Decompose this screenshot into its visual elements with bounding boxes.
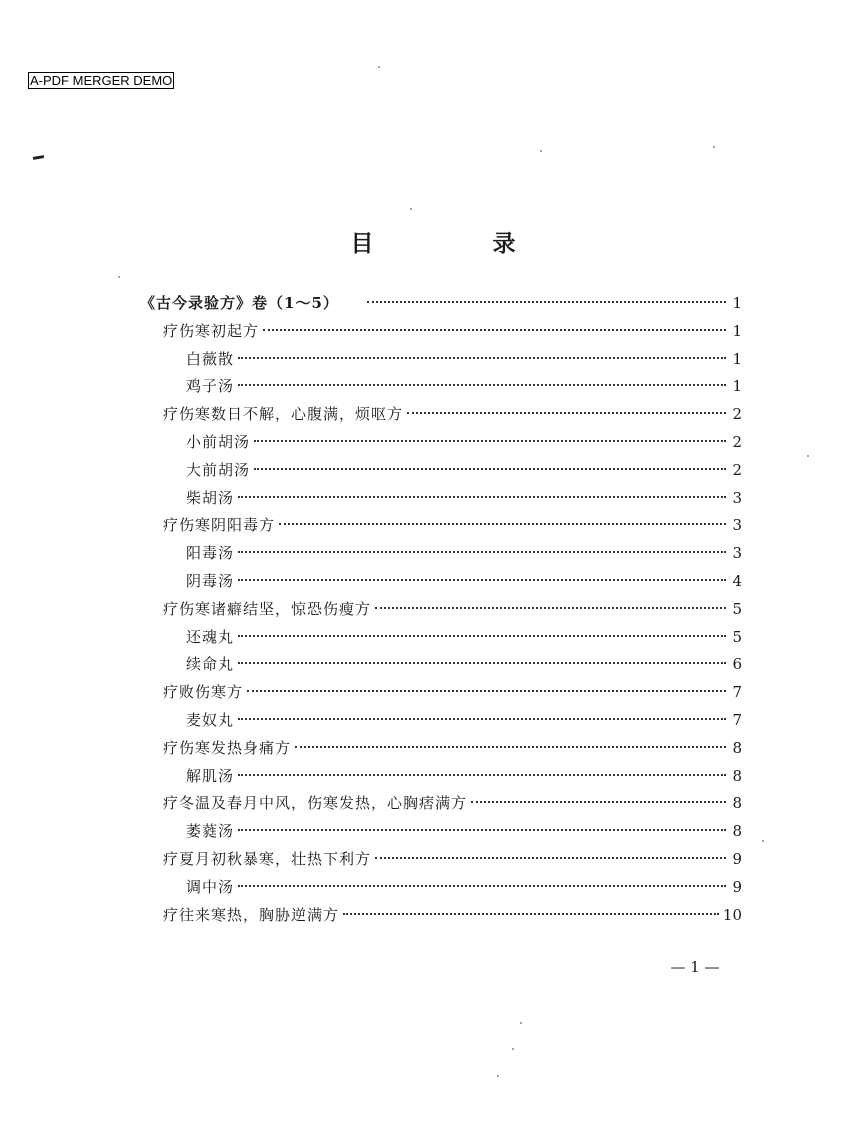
toc-entry <box>163 845 742 873</box>
toc-entry-page: 8 <box>732 822 742 841</box>
toc-entry-title: 疗冬温及春月中风，伤寒发热，心胸痞满方 <box>163 794 468 813</box>
toc-entry <box>186 567 742 595</box>
toc-leader-dots <box>238 551 726 553</box>
toc-entry-page: 9 <box>732 877 742 896</box>
page-title: 目 录 <box>350 231 564 257</box>
scan-speck <box>512 1048 514 1050</box>
toc-leader-dots <box>238 635 726 637</box>
toc-entry <box>163 317 742 345</box>
toc-entry-title: 疗伤寒初起方 <box>163 321 260 340</box>
toc-entry-title: 疗往来寒热，胸胁逆满方 <box>163 905 340 924</box>
toc-entry <box>186 873 742 901</box>
toc-entry-title: 疗伤寒阴阳毒方 <box>163 516 276 535</box>
toc-entry-page: 1 <box>732 349 742 368</box>
toc-leader-dots <box>407 412 726 414</box>
toc-entry-title: 疗伤寒发热身痛方 <box>163 738 292 757</box>
toc-leader-dots <box>238 384 726 386</box>
toc-entry-page: 8 <box>732 738 742 757</box>
toc-entry-page: 10 <box>722 905 742 924</box>
toc-entry <box>163 901 742 929</box>
toc-leader-dots <box>375 607 726 609</box>
toc-entry-title: 还魂丸 <box>186 627 235 646</box>
scan-speck <box>497 1075 499 1077</box>
toc-entry-title: 鸡子汤 <box>186 377 235 396</box>
toc-leader-dots <box>238 774 726 776</box>
toc-entry-page: 5 <box>732 599 742 618</box>
toc-leader-dots <box>238 357 726 359</box>
toc-leader-dots <box>238 496 726 498</box>
toc-leader-dots <box>238 662 726 664</box>
toc-entry-page: 1 <box>732 321 742 340</box>
toc-entry-title: 萎蕤汤 <box>186 822 235 841</box>
toc-leader-dots <box>367 301 726 303</box>
toc-entry-title: 《古今录验方》卷（1～5） <box>140 294 339 312</box>
scan-speck <box>410 208 412 210</box>
toc-entry <box>186 650 742 678</box>
toc-leader-dots <box>238 579 726 581</box>
toc-entry-page: 8 <box>732 766 742 785</box>
scan-speck <box>520 1022 522 1024</box>
toc-entry-title: 阳毒汤 <box>186 544 235 563</box>
toc-entry-title: 大前胡汤 <box>186 460 251 479</box>
toc-entry <box>140 289 742 317</box>
toc-leader-dots <box>471 801 726 803</box>
toc-entry-title: 疗伤寒诸癖结坚，惊恐伤瘦方 <box>163 599 372 618</box>
toc-leader-dots <box>254 440 726 442</box>
scan-speck <box>378 66 380 68</box>
toc-entry-page: 2 <box>732 433 742 451</box>
toc-entry <box>186 623 742 651</box>
toc-entry-page: 9 <box>732 850 742 868</box>
toc-entry-title: 小前胡汤 <box>186 433 251 451</box>
scan-speck <box>713 146 715 148</box>
scan-speck <box>762 840 764 842</box>
toc-entry <box>186 345 742 373</box>
toc-entry <box>163 678 742 706</box>
watermark-label: A-PDF MERGER DEMO <box>30 73 173 88</box>
toc-leader-dots <box>263 329 726 331</box>
toc-entry <box>163 595 742 623</box>
page-number: — 1 — <box>670 958 720 976</box>
toc-entry <box>186 539 742 567</box>
toc-entry <box>186 456 742 484</box>
toc-entry-page: 7 <box>732 683 742 702</box>
toc-leader-dots <box>279 523 726 525</box>
toc-entry <box>163 734 742 762</box>
toc-entry-page: 3 <box>732 488 742 507</box>
toc-entry-page: 1 <box>732 377 742 396</box>
toc-entry-title: 解肌汤 <box>186 766 235 785</box>
toc-entry-page: 2 <box>732 460 742 479</box>
toc-entry-page: 5 <box>732 627 742 646</box>
toc-leader-dots <box>238 718 726 720</box>
toc-entry-page: 6 <box>732 655 742 674</box>
toc-leader-dots <box>254 468 726 470</box>
toc-entry-title: 疗伤寒数日不解，心腹满，烦呕方 <box>163 405 404 424</box>
toc-leader-dots <box>238 885 726 887</box>
toc-entry-page: 3 <box>732 544 742 563</box>
toc-entry-title: 柴胡汤 <box>186 488 235 507</box>
toc-leader-dots <box>375 857 726 859</box>
toc-entry-title: 疗败伤寒方 <box>163 683 244 702</box>
toc-entry <box>163 789 742 817</box>
toc-entry-page: 2 <box>732 405 742 424</box>
toc-entry <box>186 484 742 512</box>
toc-entry <box>186 372 742 400</box>
toc-leader-dots <box>238 829 726 831</box>
scan-speck <box>118 276 120 278</box>
scan-speck <box>807 455 809 457</box>
toc-entry <box>186 762 742 790</box>
toc-leader-dots <box>247 690 726 692</box>
toc-entry-page: 8 <box>732 794 742 813</box>
toc-leader-dots <box>343 913 719 915</box>
scan-artifact <box>33 155 44 160</box>
toc-entry-title: 阴毒汤 <box>186 572 235 590</box>
toc-entry <box>186 706 742 734</box>
toc-entry-title: 白薇散 <box>186 349 235 368</box>
toc-entry-title: 续命丸 <box>186 655 235 674</box>
toc-entry <box>186 428 742 456</box>
toc-entry <box>186 817 742 845</box>
toc-entry <box>163 511 742 539</box>
toc-entry-title: 疗夏月初秋暴寒，壮热下利方 <box>163 850 372 868</box>
toc-entry-title: 麦奴丸 <box>186 711 235 729</box>
toc-leader-dots <box>295 746 726 748</box>
toc-entry-page: 3 <box>732 516 742 535</box>
scan-speck <box>540 150 542 152</box>
toc-entry <box>163 400 742 428</box>
toc-entry-page: 7 <box>732 711 742 729</box>
toc-entry-page: 4 <box>732 572 742 590</box>
toc-entry-page: 1 <box>732 294 742 312</box>
toc-entry-title: 调中汤 <box>186 877 235 896</box>
